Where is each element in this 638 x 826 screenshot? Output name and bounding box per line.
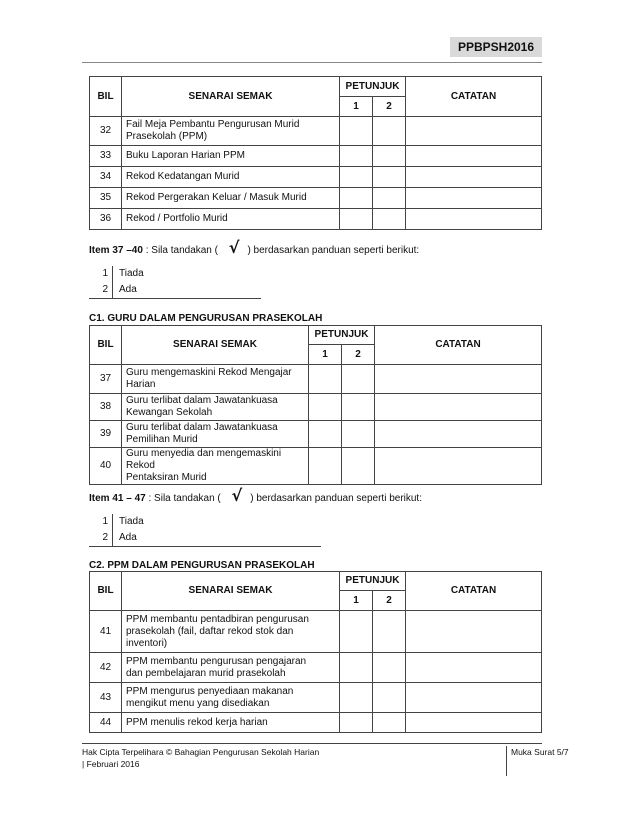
checkmark-icon: √	[231, 486, 243, 505]
footer-copyright: Hak Cipta Terpelihara © Bahagian Pengurusan Sekolah Harian | Februari 2016	[82, 747, 320, 769]
col-header-senarai-semak: SENARAI SEMAK	[122, 77, 340, 117]
petunjuk-1-cell[interactable]	[340, 611, 373, 653]
petunjuk-2-cell[interactable]	[342, 365, 375, 394]
row-item: Rekod / Portfolio Murid	[122, 209, 340, 230]
catatan-cell[interactable]	[375, 448, 542, 485]
row-number: 43	[90, 683, 122, 713]
petunjuk-2-cell[interactable]	[373, 146, 406, 167]
legend-divider	[89, 546, 321, 547]
table-row	[90, 713, 542, 733]
row-number: 32	[90, 117, 122, 146]
col-header-catatan: CATATAN	[375, 326, 542, 365]
catatan-cell[interactable]	[406, 117, 542, 146]
petunjuk-1-cell[interactable]	[340, 713, 373, 733]
row-number: 38	[90, 394, 122, 421]
row-item: Fail Meja Pembantu Pengurusan Murid Prasekolah (PPM)	[122, 117, 340, 146]
table-row	[90, 167, 542, 188]
section-title-c2: C2. PPM DALAM PENGURUSAN PRASEKOLAH	[89, 560, 315, 571]
petunjuk-1-cell[interactable]	[340, 653, 373, 683]
petunjuk-2-cell[interactable]	[373, 167, 406, 188]
col-header-catatan: CATATAN	[406, 77, 542, 117]
col-header-bil: BIL	[90, 572, 122, 611]
row-item: Guru mengemaskini Rekod Mengajar Harian	[122, 365, 309, 394]
table-row	[90, 653, 542, 683]
petunjuk-2-cell[interactable]	[373, 653, 406, 683]
catatan-cell[interactable]	[406, 188, 542, 209]
table-row	[90, 188, 542, 209]
row-item: PPM membantu pentadbiran pengurusan prasekolah (fail, daftar rekod stok dan inventori)	[122, 611, 340, 653]
petunjuk-2-cell[interactable]	[373, 188, 406, 209]
col-header-petunjuk-2: 2	[342, 345, 375, 365]
row-number: 44	[90, 713, 122, 733]
checklist-table-2	[89, 325, 542, 485]
legend-b: 1 Tiada 2 Ada	[80, 514, 144, 546]
row-item: Buku Laporan Harian PPM	[122, 146, 340, 167]
row-number: 42	[90, 653, 122, 683]
col-header-petunjuk-1: 1	[340, 97, 373, 117]
row-item: PPM membantu pengurusan pengajaran dan pembelajaran murid prasekolah	[122, 653, 340, 683]
petunjuk-1-cell[interactable]	[340, 188, 373, 209]
petunjuk-2-cell[interactable]	[373, 683, 406, 713]
row-item: Rekod Kedatangan Murid	[122, 167, 340, 188]
col-header-petunjuk-2: 2	[373, 97, 406, 117]
petunjuk-1-cell[interactable]	[309, 365, 342, 394]
row-item: PPM menulis rekod kerja harian	[122, 713, 340, 733]
petunjuk-1-cell[interactable]	[340, 146, 373, 167]
instruction-item-37-40: Item 37 –40 : Sila tandakan ( √ ) berdasarkan panduan seperti berikut:	[89, 238, 420, 257]
catatan-cell[interactable]	[406, 713, 542, 733]
petunjuk-1-cell[interactable]	[340, 117, 373, 146]
row-number: 33	[90, 146, 122, 167]
col-header-bil: BIL	[90, 77, 122, 117]
table-row	[90, 421, 542, 448]
row-number: 41	[90, 611, 122, 653]
col-header-petunjuk-1: 1	[309, 345, 342, 365]
table-row	[90, 365, 542, 394]
table-row	[90, 146, 542, 167]
petunjuk-2-cell[interactable]	[373, 713, 406, 733]
petunjuk-1-cell[interactable]	[309, 394, 342, 421]
col-header-bil: BIL	[90, 326, 122, 365]
col-header-senarai-semak: SENARAI SEMAK	[122, 326, 309, 365]
petunjuk-1-cell[interactable]	[309, 448, 342, 485]
petunjuk-1-cell[interactable]	[340, 167, 373, 188]
catatan-cell[interactable]	[406, 653, 542, 683]
table-row	[90, 209, 542, 230]
table-row	[90, 448, 542, 485]
col-header-petunjuk: PETUNJUK	[340, 572, 406, 591]
catatan-cell[interactable]	[406, 146, 542, 167]
row-item: Guru menyedia dan mengemaskini Rekod Pentaksiran Murid	[122, 448, 309, 485]
petunjuk-1-cell[interactable]	[309, 421, 342, 448]
table-row	[90, 683, 542, 713]
row-number: 36	[90, 209, 122, 230]
catatan-cell[interactable]	[406, 209, 542, 230]
col-header-catatan: CATATAN	[406, 572, 542, 611]
footer-page-number: Muka Surat 5/7	[506, 746, 547, 776]
checkmark-icon: √	[228, 238, 240, 257]
row-number: 35	[90, 188, 122, 209]
checklist-table-3	[89, 571, 542, 733]
row-item: Rekod Pergerakan Keluar / Masuk Murid	[122, 188, 340, 209]
row-number: 34	[90, 167, 122, 188]
col-header-petunjuk-2: 2	[373, 591, 406, 611]
catatan-cell[interactable]	[406, 611, 542, 653]
header-divider	[82, 62, 542, 63]
legend-a: 1 Tiada 2 Ada	[80, 266, 144, 298]
section-title-c1: C1. GURU DALAM PENGURUSAN PRASEKOLAH	[89, 313, 323, 324]
table-row	[90, 394, 542, 421]
petunjuk-2-cell[interactable]	[373, 611, 406, 653]
catatan-cell[interactable]	[406, 683, 542, 713]
petunjuk-2-cell[interactable]	[342, 421, 375, 448]
petunjuk-1-cell[interactable]	[340, 683, 373, 713]
catatan-cell[interactable]	[375, 421, 542, 448]
catatan-cell[interactable]	[406, 167, 542, 188]
table-row	[90, 611, 542, 653]
legend-divider	[89, 298, 261, 299]
catatan-cell[interactable]	[375, 394, 542, 421]
petunjuk-2-cell[interactable]	[342, 394, 375, 421]
petunjuk-2-cell[interactable]	[342, 448, 375, 485]
col-header-petunjuk: PETUNJUK	[340, 77, 406, 97]
row-item: Guru terlibat dalam Jawatankuasa Pemilihan Murid	[122, 421, 309, 448]
col-header-senarai-semak: SENARAI SEMAK	[122, 572, 340, 611]
col-header-petunjuk-1: 1	[340, 591, 373, 611]
row-number: 40	[90, 448, 122, 485]
petunjuk-2-cell[interactable]	[373, 209, 406, 230]
row-number: 37	[90, 365, 122, 394]
row-item: Guru terlibat dalam Jawatankuasa Kewangan Sekolah	[122, 394, 309, 421]
instruction-item-41-47: Item 41 – 47 : Sila tandakan ( √ ) berdasarkan panduan seperti berikut:	[89, 486, 422, 505]
checklist-table-1	[89, 76, 542, 230]
catatan-cell[interactable]	[375, 365, 542, 394]
row-item: PPM mengurus penyediaan makanan mengikut menu yang disediakan	[122, 683, 340, 713]
col-header-petunjuk: PETUNJUK	[309, 326, 375, 345]
table-row	[90, 117, 542, 146]
petunjuk-2-cell[interactable]	[373, 117, 406, 146]
document-code-badge: PPBPSH2016	[450, 37, 542, 57]
row-number: 39	[90, 421, 122, 448]
petunjuk-1-cell[interactable]	[340, 209, 373, 230]
